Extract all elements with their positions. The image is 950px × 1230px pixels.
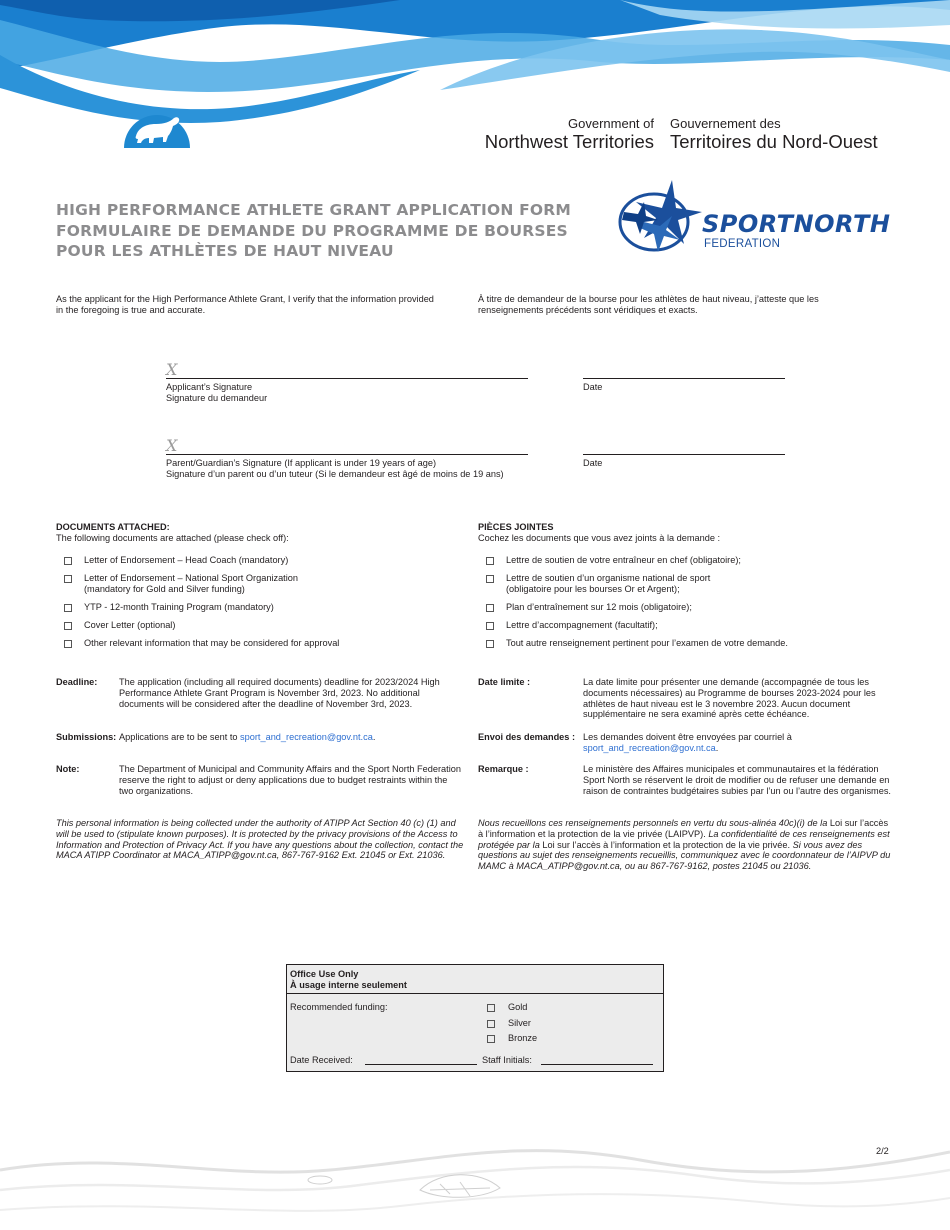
applicant-signature-line[interactable] bbox=[166, 378, 528, 379]
submissions-end-en: . bbox=[372, 732, 376, 742]
staff-initials-label: Staff Initials: bbox=[482, 1055, 532, 1065]
title-fr-1: FORMULAIRE DE DEMANDE DU PROGRAMME DE BOURSES bbox=[56, 221, 568, 240]
doc-item-fr-2-label bbox=[506, 573, 710, 595]
doc-item-en-5-label: Other relevant information that may be considered for approval bbox=[84, 638, 340, 648]
privacy-fr-7: Si vous avez des questions au sujet des renseignements recueillis, communiquez avec le coordonnateur de l’AIPVP du MAMC à MACA_ATIPP@gov.nt.ca, ou au 867-767-9162, postes 21045 ou 21036. bbox=[478, 839, 891, 872]
checkbox[interactable] bbox=[486, 557, 494, 565]
submissions-text-fr bbox=[583, 732, 895, 754]
parent-date-label: Date bbox=[583, 458, 603, 468]
note-text-fr: Le ministère des Affaires municipales et communautaires et la fédération Sport North se réservent le droit de modifier ou de refuser une demande en raison de contraintes budgétaires subies par l’un ou l’autre des organismes. bbox=[583, 764, 891, 796]
submissions-prefix-en: Applications are to be sent to bbox=[119, 732, 241, 742]
doc-item-fr-2-sub: (obligatoire pour les bourses Or et Argent); bbox=[506, 583, 680, 594]
title-fr-2: POUR LES ATHLÈTES DE HAUT NIVEAU bbox=[56, 242, 394, 260]
doc-item-fr-1-label: Lettre de soutien de votre entraîneur en chef (obligatoire); bbox=[506, 555, 741, 565]
doc-item-en-1[interactable] bbox=[64, 555, 72, 566]
option-gold[interactable] bbox=[487, 1002, 495, 1013]
checkbox[interactable] bbox=[64, 622, 72, 630]
email-link-fr[interactable]: sport_and_recreation@gov.nt.ca bbox=[583, 742, 716, 753]
note-label-en: Note: bbox=[56, 764, 80, 774]
title-en: HIGH PERFORMANCE ATHLETE GRANT APPLICATION FORM bbox=[56, 201, 572, 219]
parent-x-mark: X bbox=[166, 436, 178, 455]
doc-item-en-2-sub: (mandatory for Gold and Silver funding) bbox=[84, 583, 245, 594]
doc-item-en-2[interactable] bbox=[64, 573, 72, 584]
gov-fr-line1: Gouvernement des bbox=[670, 116, 781, 131]
option-silver[interactable] bbox=[487, 1018, 495, 1029]
documents-heading-en: DOCUMENTS ATTACHED: bbox=[56, 522, 170, 532]
checkbox[interactable] bbox=[64, 575, 72, 583]
checkbox[interactable] bbox=[487, 1035, 495, 1043]
privacy-fr-2: Loi bbox=[829, 818, 843, 828]
doc-item-fr-3-label: Plan d’entraînement sur 12 mois (obligatoire); bbox=[506, 602, 692, 612]
recommended-funding-label: Recommended funding: bbox=[290, 1002, 388, 1012]
sportnorth-logo-text: SPORTNORTH bbox=[702, 210, 891, 238]
submissions-prefix-fr: Les demandes doivent être envoyées par courriel à bbox=[583, 732, 792, 742]
doc-item-fr-4[interactable] bbox=[486, 620, 494, 631]
submissions-end-fr: . bbox=[715, 742, 719, 753]
parent-signature-line[interactable] bbox=[166, 454, 528, 455]
checkbox[interactable] bbox=[64, 640, 72, 648]
checkbox[interactable] bbox=[486, 622, 494, 630]
footer-decoration bbox=[0, 1140, 950, 1230]
parent-signature-en: Parent/Guardian’s Signature (If applicant is under 19 years of age) bbox=[166, 458, 436, 468]
applicant-date-label: Date bbox=[583, 382, 603, 392]
doc-item-fr-1[interactable] bbox=[486, 555, 494, 566]
documents-heading-fr: PIÈCES JOINTES bbox=[478, 522, 554, 532]
gov-en-block bbox=[464, 116, 654, 153]
doc-item-en-4-label: Cover Letter (optional) bbox=[84, 620, 176, 630]
doc-item-en-3-label: YTP - 12-month Training Program (mandatory) bbox=[84, 602, 274, 612]
deadline-text-en: The application (including all required documents) deadline for 2023/2024 High Performance Athlete Grant Program is November 3rd, 2023. No additional documents will be considered after the deadline of November 3rd, 2023. bbox=[119, 677, 440, 709]
note-label-fr: Remarque : bbox=[478, 764, 529, 774]
doc-item-en-2-label bbox=[84, 573, 298, 595]
checkbox[interactable] bbox=[486, 640, 494, 648]
applicant-date-line[interactable] bbox=[583, 378, 785, 379]
gov-fr-line2: Territoires du Nord-Ouest bbox=[670, 131, 878, 152]
privacy-fr-3: sur l’accès à l’information et la protection de la vie privée (LAIPVP). bbox=[478, 818, 889, 839]
form-title bbox=[56, 200, 616, 262]
option-bronze[interactable] bbox=[487, 1033, 495, 1044]
doc-item-en-2-text: Letter of Endorsement – National Sport Organization bbox=[84, 573, 298, 583]
documents-section-fr bbox=[478, 522, 898, 544]
option-silver-label: Silver bbox=[508, 1018, 531, 1028]
office-use-title-fr: À usage interne seulement bbox=[290, 979, 407, 990]
doc-item-fr-5[interactable] bbox=[486, 638, 494, 649]
documents-intro-fr: Cochez les documents que vous avez joints à la demande : bbox=[478, 532, 721, 543]
page-number: 2/2 bbox=[876, 1146, 889, 1156]
date-received-label: Date Received: bbox=[290, 1055, 353, 1065]
polar-bear-logo-icon bbox=[120, 92, 194, 152]
email-link-en[interactable]: sport_and_recreation@gov.nt.ca bbox=[240, 732, 373, 742]
checkbox[interactable] bbox=[486, 575, 494, 583]
sportnorth-star-icon bbox=[614, 178, 706, 270]
documents-section-en bbox=[56, 522, 456, 544]
checkbox[interactable] bbox=[64, 604, 72, 612]
office-use-header bbox=[287, 965, 663, 994]
gov-en-line1: Government of bbox=[568, 116, 654, 131]
note-text-en: The Department of Municipal and Community Affairs and the Sport North Federation reserve the right to adjust or deny applications due to budget restraints within the two organizations. bbox=[119, 764, 461, 796]
checkbox[interactable] bbox=[64, 557, 72, 565]
deadline-label-en: Deadline: bbox=[56, 677, 98, 687]
applicant-signature-fr: Signature du demandeur bbox=[166, 392, 268, 403]
doc-item-fr-3[interactable] bbox=[486, 602, 494, 613]
doc-item-en-4[interactable] bbox=[64, 620, 72, 631]
doc-item-fr-4-label: Lettre d’accompagnement (facultatif); bbox=[506, 620, 658, 630]
doc-item-fr-5-label: Tout autre renseignement pertinent pour l’examen de votre demande. bbox=[506, 638, 788, 648]
applicant-signature-label bbox=[166, 382, 267, 404]
documents-intro-en: The following documents are attached (please check off): bbox=[56, 532, 289, 543]
submissions-text-en bbox=[119, 732, 464, 743]
doc-item-en-3[interactable] bbox=[64, 602, 72, 613]
federation-text: FEDERATION bbox=[704, 238, 781, 250]
checkbox[interactable] bbox=[487, 1020, 495, 1028]
doc-item-fr-2-text: Lettre de soutien d’un organisme national de sport bbox=[506, 573, 711, 583]
staff-initials-line[interactable] bbox=[541, 1064, 653, 1065]
checkbox[interactable] bbox=[487, 1004, 495, 1012]
submissions-label-fr: Envoi des demandes : bbox=[478, 732, 576, 742]
office-use-title-en: Office Use Only bbox=[290, 969, 359, 979]
applicant-x-mark: X bbox=[166, 360, 178, 379]
applicant-signature-en: Applicant’s Signature bbox=[166, 382, 253, 392]
parent-signature-fr: Signature d’un parent ou d’un tuteur (Si le demandeur est âgé de moins de 19 ans) bbox=[166, 468, 504, 479]
privacy-fr bbox=[478, 818, 893, 872]
doc-item-en-5[interactable] bbox=[64, 638, 72, 649]
sportnorth-logo bbox=[702, 210, 890, 250]
privacy-en: This personal information is being collected under the authority of ATIPP Act Section 40 (c) (1) and will be used to (stipulate known purposes). It is protected by the privacy provisions of the Access to Information and Protection of Privacy Act. If you have any questions about the collection, contact the MACA ATIPP Coordinator at MACA_ATIPP@gov.nt.ca, 867-767-9162 Ext. 21045 or Ext. 21036. bbox=[56, 818, 464, 861]
office-use-title bbox=[290, 969, 407, 991]
option-bronze-label: Bronze bbox=[508, 1033, 538, 1043]
submissions-label-en: Submissions: bbox=[56, 732, 117, 742]
option-gold-label: Gold bbox=[508, 1002, 528, 1012]
privacy-fr-4: La confidentialité de ces renseignements est protégée par la bbox=[478, 828, 890, 850]
doc-item-fr-2[interactable] bbox=[486, 573, 494, 584]
office-use-box bbox=[286, 964, 664, 1072]
privacy-fr-5: Loi bbox=[542, 839, 555, 850]
date-received-line[interactable] bbox=[365, 1064, 477, 1065]
verify-fr: À titre de demandeur de la bourse pour les athlètes de haut niveau, j’atteste que les renseignements précédents sont véridiques et exacts. bbox=[478, 294, 819, 315]
checkbox[interactable] bbox=[486, 604, 494, 612]
gov-en-line2: Northwest Territories bbox=[484, 131, 654, 152]
doc-item-en-1-label: Letter of Endorsement – Head Coach (mandatory) bbox=[84, 555, 289, 565]
gov-fr-block bbox=[670, 116, 910, 153]
privacy-fr-6: sur l’accès à l’information et la protection de la vie privée. bbox=[554, 839, 793, 850]
deadline-text-fr: La date limite pour présenter une demande (accompagnée de tous les documents nécessaires) au Programme de bourses 2023-2024 pour les athlètes de haut niveau est le 3 novembre 2023. Aucun document supplémentaire ne sera examiné après cette échéance. bbox=[583, 677, 876, 720]
privacy-fr-1: Nous recueillons ces renseignements personnels en vertu du sous-alinéa 40c)(i) de la bbox=[478, 818, 830, 828]
deadline-label-fr: Date limite : bbox=[478, 677, 531, 687]
parent-signature-label bbox=[166, 458, 504, 480]
parent-date-line[interactable] bbox=[583, 454, 785, 455]
verify-en: As the applicant for the High Performance Athlete Grant, I verify that the information provided in the foregoing is true and accurate. bbox=[56, 294, 434, 315]
